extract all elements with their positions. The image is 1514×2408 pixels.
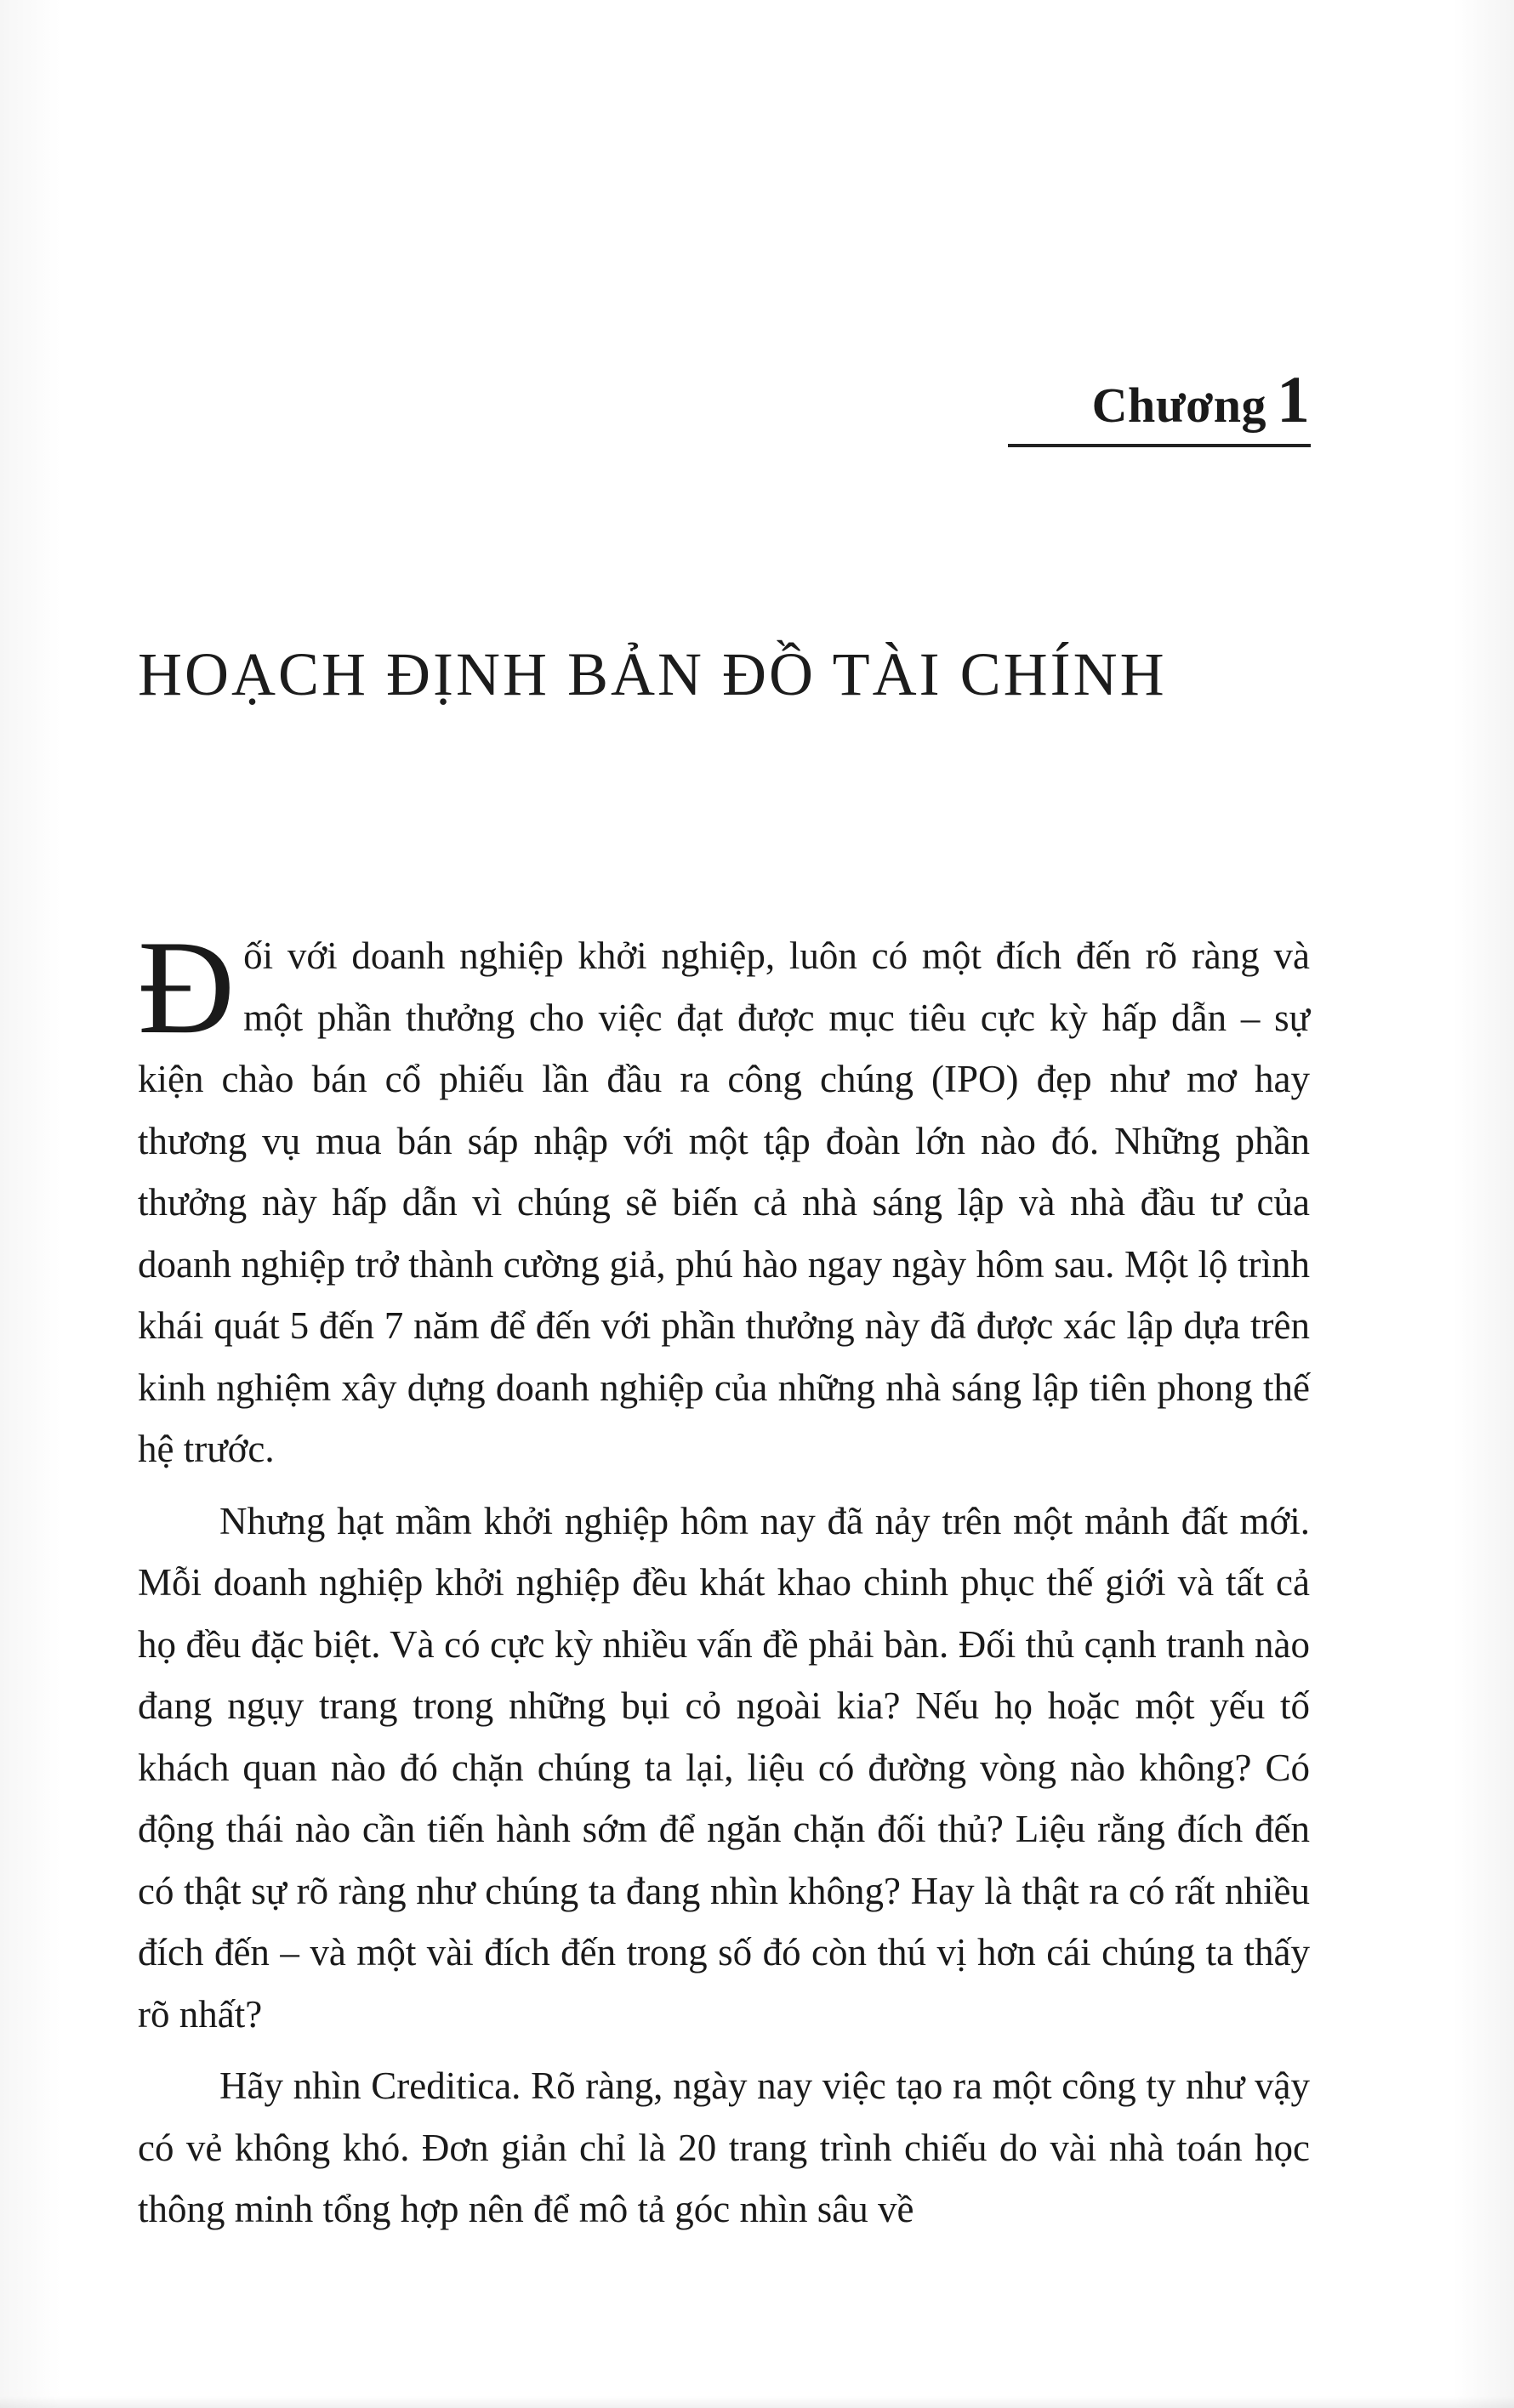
drop-cap: Đ [138,913,236,1062]
chapter-number: 1 [1277,362,1310,436]
paragraph-1-text: ối với doanh nghiệp khởi nghiệp, luôn có một đích đến rõ ràng và một phần thưởng cho việc đạt được mục tiêu cực kỳ hấp dẫn – sự kiện chào bán cổ phiếu lần đầu ra công chúng (IPO) đẹp như mơ hay thương vụ mua bán sáp nhập với một tập đoàn lớn nào đó. Những phần thưởng này hấp dẫn vì chúng sẽ biến cả nhà sáng lập và nhà đầu tư của doanh nghiệp trở thành cường giả, phú hào ngay ngày hôm sau. Một lộ trình khái quát 5 đến 7 năm để đến với phần thưởng này đã được xác lập dựa trên kinh nghiệm xây dựng doanh nghiệp của những nhà sáng lập tiên phong thế hệ trước. [138,934,1310,1470]
paragraph-2: Nhưng hạt mầm khởi nghiệp hôm nay đã nảy trên một mảnh đất mới. Mỗi doanh nghiệp khởi nghiệp đều khát khao chinh phục thế giới và tất cả họ đều đặc biệt. Và có cực kỳ nhiều vấn đề phải bàn. Đối thủ cạnh tranh nào đang ngụy trang trong những bụi cỏ ngoài kia? Nếu họ hoặc một yếu tố khách quan nào đó chặn chúng ta lại, liệu có đường vòng nào không? Có động thái nào cần tiến hành sớm để ngăn chặn đối thủ? Liệu rằng đích đến có thật sự rõ ràng như chúng ta đang nhìn không? Hay là thật ra có rất nhiều đích đến – và một vài đích đến trong số đó còn thú vị hơn cái chúng ta thấy rõ nhất? [138,1499,1310,2036]
paragraph-3: Hãy nhìn Creditica. Rõ ràng, ngày nay việc tạo ra một công ty như vậy có vẻ không khó. Đơn giản chỉ là 20 trang trình chiếu do vài nhà toán học thông minh tổng hợp nên để mô tả góc nhìn sâu về [138,2064,1310,2230]
page-edge-shadow [0,2396,1514,2408]
chapter-title: HOẠCH ĐỊNH BẢN ĐỒ TÀI CHÍNH [138,640,1167,708]
body-text [138,913,1310,2251]
chapter-heading [1092,361,1310,438]
paragraph-1 [138,913,1310,1480]
chapter-divider [1008,444,1311,447]
chapter-label: Chương [1091,378,1266,433]
